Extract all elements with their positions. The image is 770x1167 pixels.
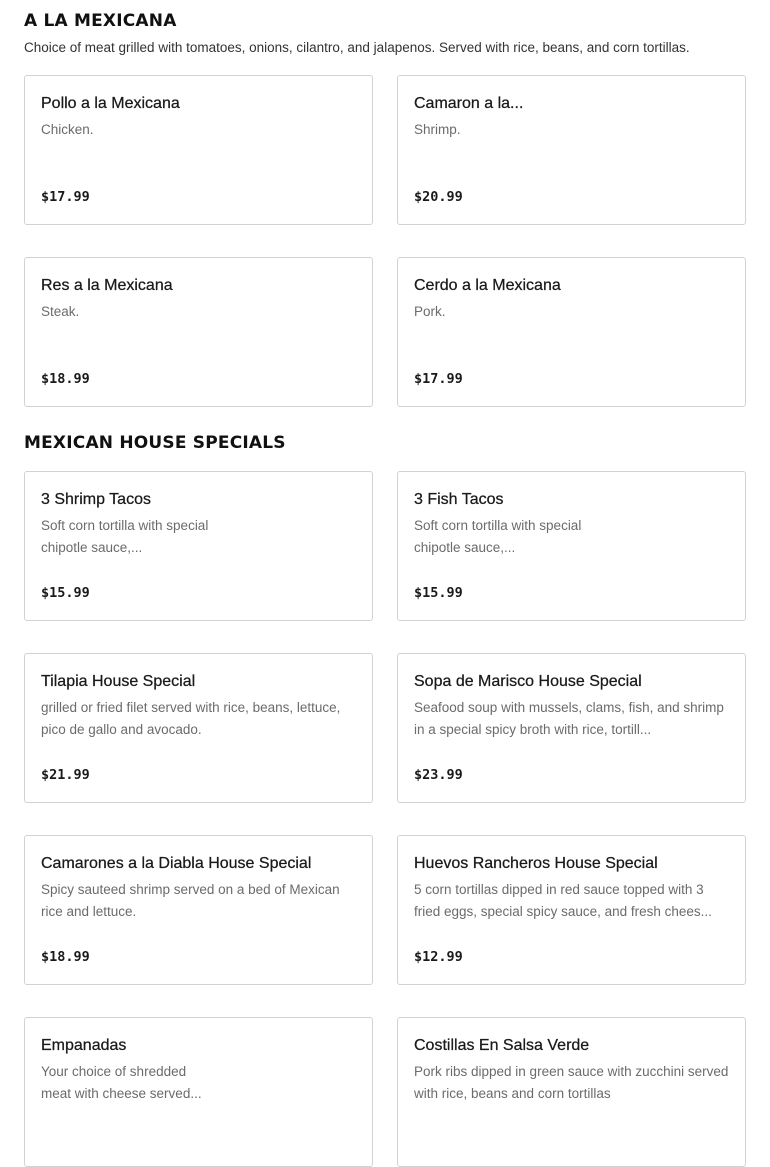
menu-item-name: 3 Fish Tacos bbox=[414, 491, 504, 508]
menu-item-name: Huevos Rancheros House Special bbox=[414, 855, 658, 872]
menu-item-price: $20.99 bbox=[414, 189, 463, 205]
section-title-a-la-mexicana: A LA MEXICANA bbox=[24, 11, 177, 31]
menu-item-price: $21.99 bbox=[41, 767, 90, 783]
menu-item-description: Soft corn tortilla with special chipotle sauce,... bbox=[41, 518, 209, 555]
menu-item-description: Seafood soup with mussels, clams, fish, and shrimp in a special spicy broth with rice, tortill... bbox=[414, 700, 724, 737]
menu-item-name: Empanadas bbox=[41, 1037, 127, 1054]
menu-item-price: $12.99 bbox=[414, 949, 463, 965]
menu-item-price: $18.99 bbox=[41, 949, 90, 965]
menu-item-card[interactable] bbox=[24, 1017, 373, 1167]
menu-item-name: Camarones a la Diabla House Special bbox=[41, 855, 312, 872]
menu-item-card[interactable] bbox=[24, 257, 373, 407]
menu-item-name: 3 Shrimp Tacos bbox=[41, 491, 151, 508]
menu-item-description: grilled or fried filet served with rice, beans, lettuce, pico de gallo and avocado. bbox=[41, 700, 341, 737]
menu-item-description: Spicy sauteed shrimp served on a bed of Mexican rice and lettuce. bbox=[41, 882, 340, 919]
menu-item-name: Res a la Mexicana bbox=[41, 277, 173, 294]
menu-item-description: 5 corn tortillas dipped in red sauce topped with 3 fried eggs, special spicy sauce, and fresh chees... bbox=[414, 882, 712, 919]
menu-item-card[interactable] bbox=[24, 471, 373, 621]
menu-item-name: Cerdo a la Mexicana bbox=[414, 277, 561, 294]
menu-item-price: $23.99 bbox=[414, 767, 463, 783]
menu-item-price: $17.99 bbox=[41, 189, 90, 205]
menu-item-card[interactable] bbox=[397, 653, 746, 803]
menu-item-card[interactable] bbox=[24, 835, 373, 985]
menu-item-description: Shrimp. bbox=[414, 122, 461, 137]
menu-item-card[interactable] bbox=[397, 1017, 746, 1167]
menu-item-name: Pollo a la Mexicana bbox=[41, 95, 180, 112]
menu-item-price: $15.99 bbox=[41, 585, 90, 601]
menu-item-description: Your choice of shredded meat with cheese served... bbox=[41, 1064, 202, 1101]
menu-item-name: Camaron a la... bbox=[414, 95, 524, 112]
menu-item-card[interactable] bbox=[397, 257, 746, 407]
section-description: Choice of meat grilled with tomatoes, onions, cilantro, and jalapenos. Served with rice, beans, and corn tortillas. bbox=[24, 40, 690, 55]
menu-item-name: Sopa de Marisco House Special bbox=[414, 673, 642, 690]
section-title-mexican-house-specials: MEXICAN HOUSE SPECIALS bbox=[24, 433, 286, 453]
menu-item-card[interactable] bbox=[397, 471, 746, 621]
menu-item-card[interactable] bbox=[397, 835, 746, 985]
menu-item-description: Pork. bbox=[414, 304, 446, 319]
menu-item-price: $18.99 bbox=[41, 371, 90, 387]
menu-item-description: Chicken. bbox=[41, 122, 94, 137]
menu-grid-a-la-mexicana bbox=[24, 75, 746, 407]
menu-grid-mexican-house-specials bbox=[24, 471, 746, 1167]
menu-item-card[interactable] bbox=[24, 75, 373, 225]
menu-item-price: $15.99 bbox=[414, 585, 463, 601]
menu-item-name: Tilapia House Special bbox=[41, 673, 196, 690]
menu-item-description: Soft corn tortilla with special chipotle sauce,... bbox=[414, 518, 582, 555]
menu-item-price: $17.99 bbox=[414, 371, 463, 387]
menu-item-description: Steak. bbox=[41, 304, 80, 319]
menu-item-card[interactable] bbox=[24, 653, 373, 803]
menu-item-card[interactable] bbox=[397, 75, 746, 225]
menu-item-name: Costillas En Salsa Verde bbox=[414, 1037, 590, 1054]
menu-item-description: Pork ribs dipped in green sauce with zucchini served with rice, beans and corn tortillas bbox=[414, 1064, 729, 1101]
